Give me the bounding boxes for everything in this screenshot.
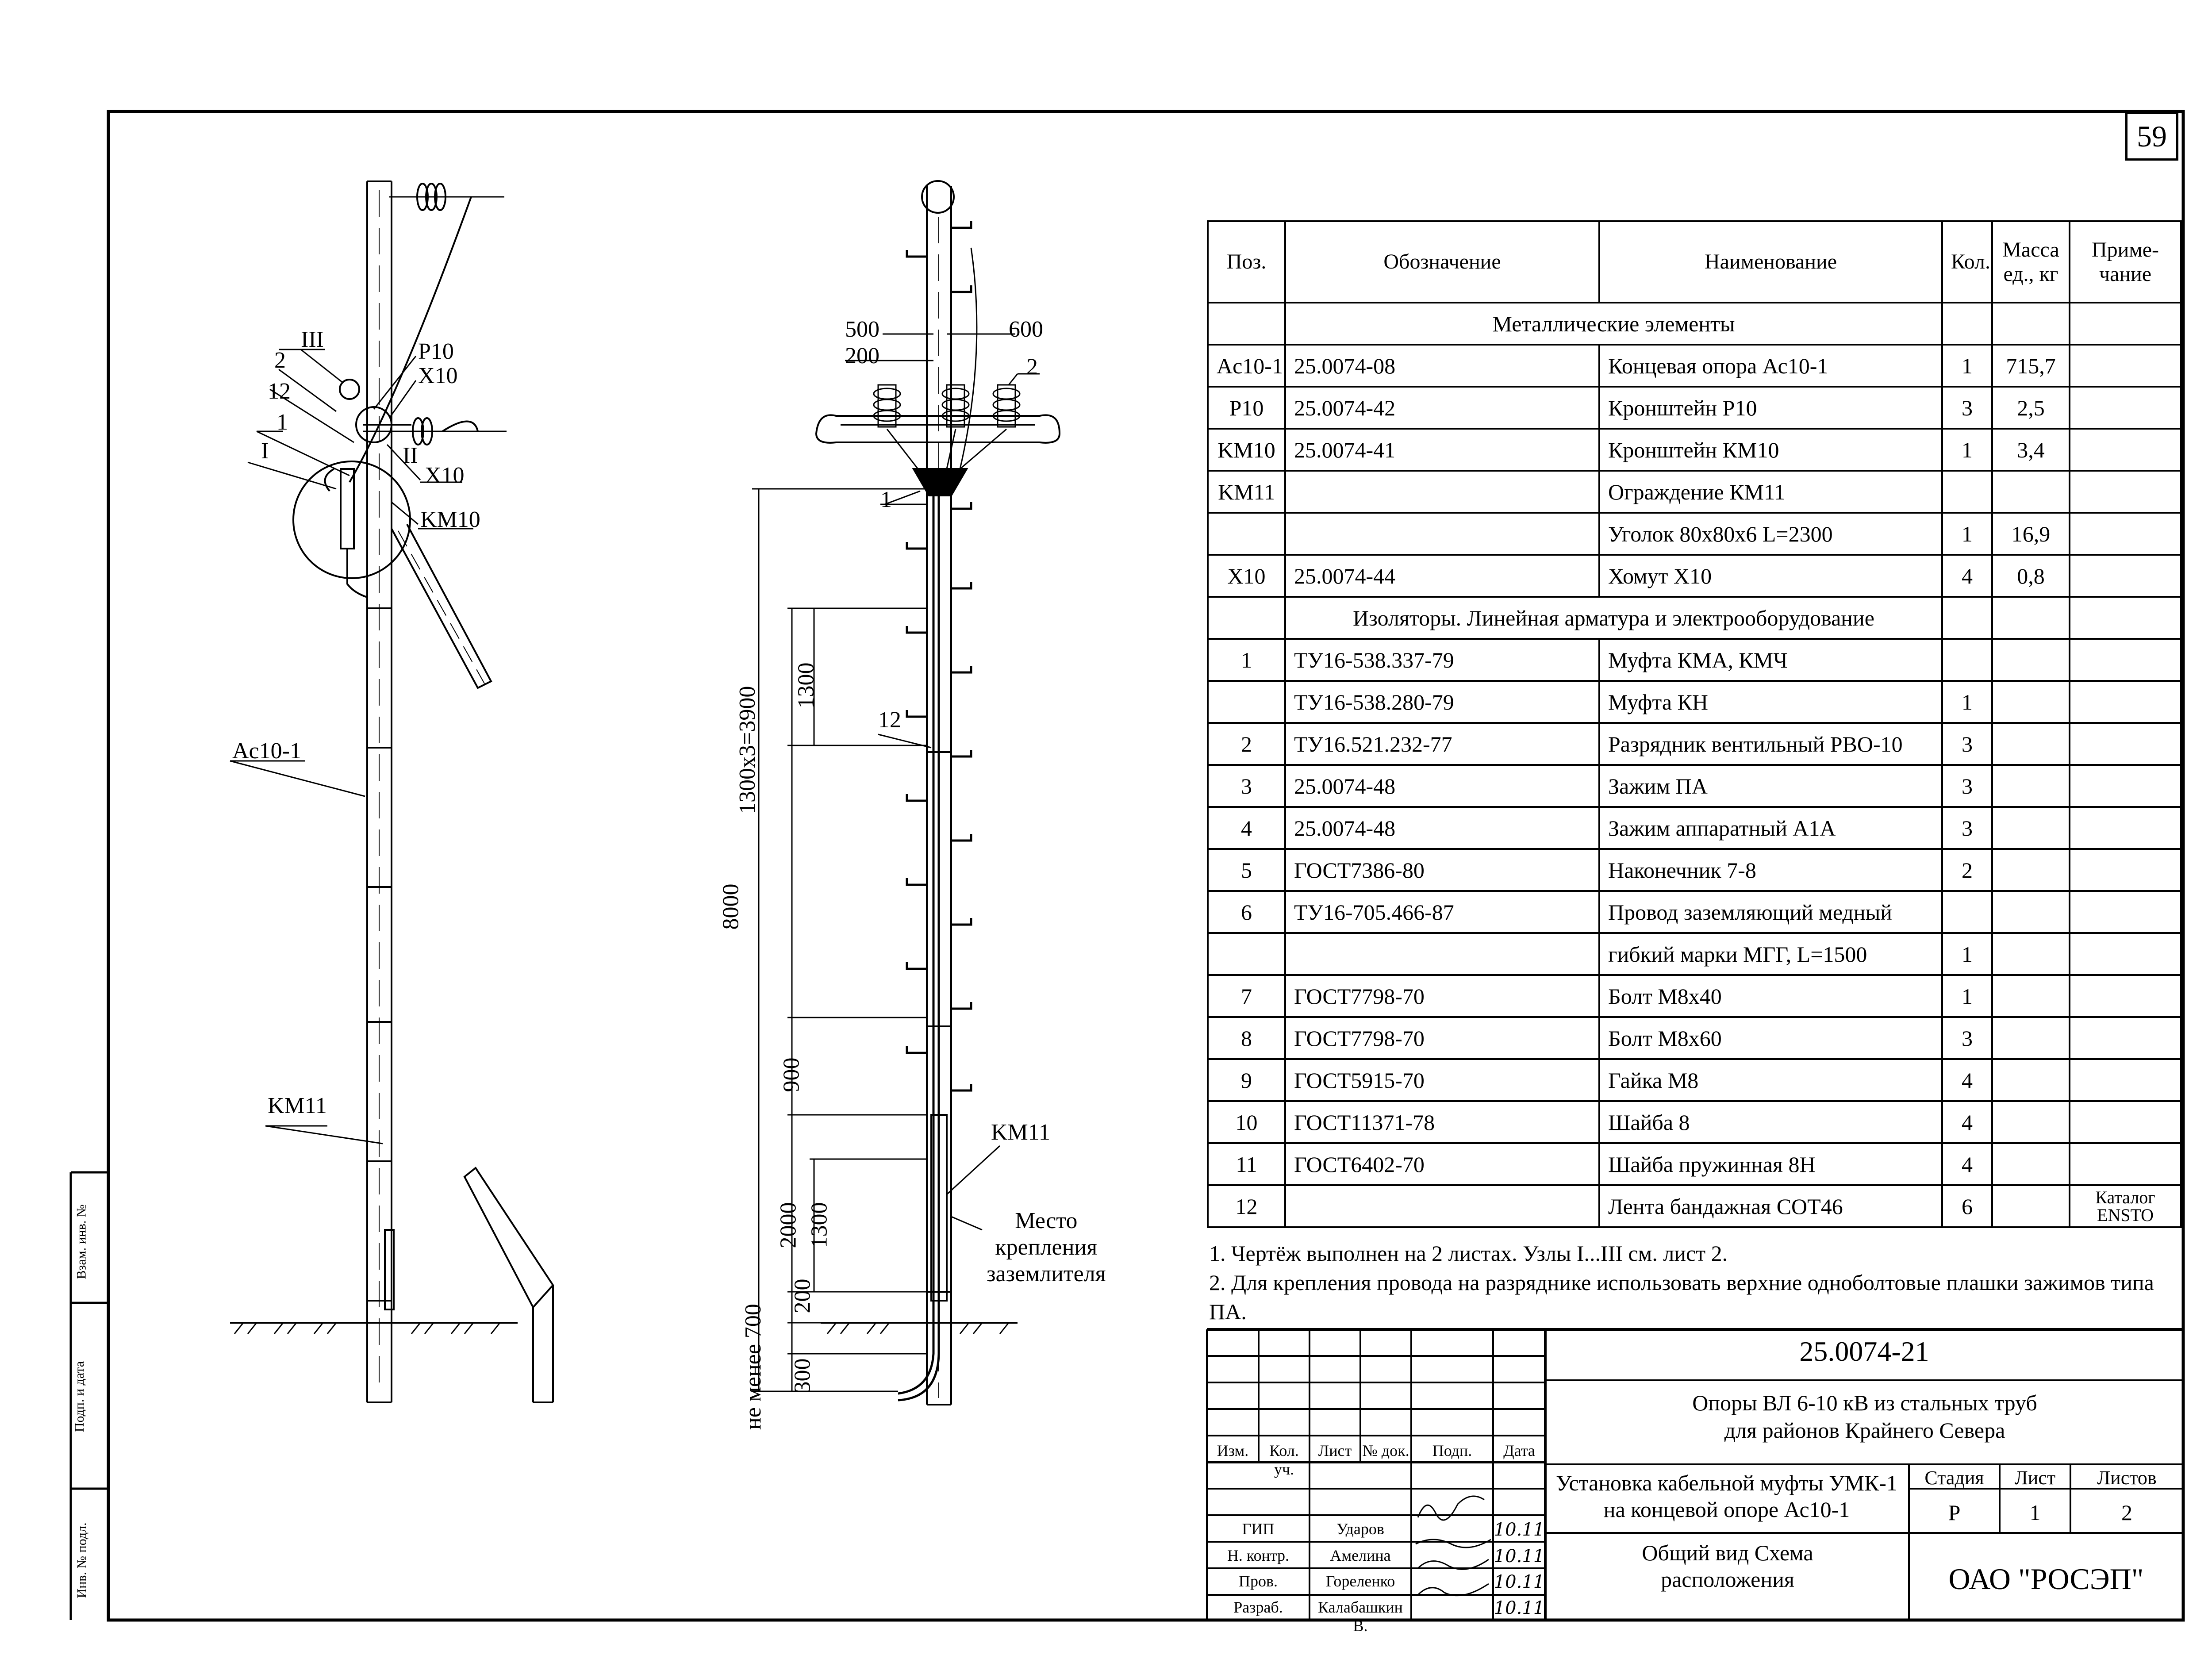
- table-row: [1208, 555, 2181, 597]
- cell-qty: 1: [1942, 513, 1992, 555]
- cell-note: [2070, 1101, 2181, 1143]
- col-date: Дата: [1503, 1442, 1535, 1459]
- cell-code: [1285, 1185, 1599, 1227]
- table-header: [1208, 221, 2181, 303]
- cell-qty: [1942, 471, 1992, 513]
- dim-8000: 8000: [718, 883, 744, 930]
- cell-qty: 3: [1942, 807, 1992, 849]
- note-1: 1. Чертёж выполнен на 2 листах. Узлы I...III см. лист 2.: [1209, 1241, 1728, 1266]
- cell-name: Провод заземляющий медный: [1599, 891, 1942, 933]
- cell-pos: [1208, 513, 1285, 555]
- label-pos-1-right: 1: [880, 487, 892, 512]
- cell-mass: 715,7: [1992, 345, 2070, 387]
- section-empty-cell: [2070, 597, 2181, 639]
- cell-note: [2070, 387, 2181, 429]
- header-name: Наименование: [1599, 221, 1942, 303]
- stage-label: Стадия: [1924, 1467, 1984, 1489]
- label-pos-1: 1: [276, 410, 288, 435]
- cell-name: Наконечник 7-8: [1599, 849, 1942, 891]
- table-row: [1208, 849, 2181, 891]
- cell-note: [2070, 975, 2181, 1017]
- cell-pos: 4: [1208, 807, 1285, 849]
- stamp-vzam-inv: Взам. инв. №: [74, 1204, 89, 1279]
- page-number: 59: [2125, 112, 2178, 161]
- specification-table: [1207, 220, 2182, 1228]
- cell-qty: [1942, 891, 1992, 933]
- table-row: [1208, 723, 2181, 765]
- cell-code: ГОСТ7386-80: [1285, 849, 1599, 891]
- section-empty-cell: [1992, 303, 2070, 345]
- cell-code: 25.0074-08: [1285, 345, 1599, 387]
- cell-mass: [1992, 765, 2070, 807]
- cell-mass: [1992, 681, 2070, 723]
- dim-300: 300: [790, 1358, 815, 1393]
- cell-qty: 4: [1942, 1143, 1992, 1185]
- table-row: [1208, 387, 2181, 429]
- cell-mass: 16,9: [1992, 513, 2070, 555]
- header-mass: Масса ед., кг: [1992, 221, 2070, 303]
- table-row: [1208, 513, 2181, 555]
- col-doc-no: № док.: [1362, 1442, 1409, 1459]
- label-p10: P10: [418, 339, 454, 364]
- table-row: [1208, 1059, 2181, 1101]
- cell-mass: [1992, 471, 2070, 513]
- label-km11-right: KM11: [991, 1120, 1050, 1145]
- label-ac10-1: Ac10-1: [232, 738, 301, 764]
- cell-mass: [1992, 1101, 2070, 1143]
- table-row: [1208, 765, 2181, 807]
- cell-mass: 2,5: [1992, 387, 2070, 429]
- dim-2000: 2000: [776, 1202, 801, 1248]
- cell-pos: 8: [1208, 1017, 1285, 1059]
- table-row: [1208, 1101, 2181, 1143]
- table-row: [1208, 429, 2181, 471]
- dim-min-700: не менее 700: [740, 1304, 766, 1430]
- table-row: [1208, 1017, 2181, 1059]
- cell-pos: 1: [1208, 639, 1285, 681]
- cell-note: [2070, 471, 2181, 513]
- cell-name: Шайба пружинная 8Н: [1599, 1143, 1942, 1185]
- cell-name: Болт М8х40: [1599, 975, 1942, 1017]
- cell-name: Зажим аппаратный А1А: [1599, 807, 1942, 849]
- cell-name: Ограждение КМ11: [1599, 471, 1942, 513]
- cell-qty: 1: [1942, 933, 1992, 975]
- cell-note: [2070, 1017, 2181, 1059]
- role-razrab: Разраб.: [1233, 1598, 1283, 1616]
- cell-note: [2070, 345, 2181, 387]
- cell-name: Кронштейн Р10: [1599, 387, 1942, 429]
- cell-pos: 2: [1208, 723, 1285, 765]
- table-row: [1208, 891, 2181, 933]
- cell-code: ГОСТ6402-70: [1285, 1143, 1599, 1185]
- cell-mass: [1992, 723, 2070, 765]
- sheets-label: Листов: [2097, 1467, 2157, 1489]
- cell-mass: [1992, 975, 2070, 1017]
- header-pos: Поз.: [1208, 221, 1285, 303]
- sheet-label: Лист: [2014, 1467, 2056, 1489]
- header-code: Обозначение: [1285, 221, 1599, 303]
- col-izm: Изм.: [1217, 1442, 1249, 1459]
- signatures: [1416, 1496, 1491, 1596]
- header-note: Приме- чание: [2070, 221, 2181, 303]
- cell-pos: 3: [1208, 765, 1285, 807]
- project-title: Опоры ВЛ 6-10 кВ из стальных труб для районов Крайнего Севера: [1692, 1390, 2037, 1443]
- cell-code: ТУ16-538.337-79: [1285, 639, 1599, 681]
- cell-name: Зажим ПА: [1599, 765, 1942, 807]
- company-name: ОАО "РОСЭП": [1948, 1562, 2144, 1596]
- cell-code: ТУ16-705.466-87: [1285, 891, 1599, 933]
- cell-name: Разрядник вентильный РВО-10: [1599, 723, 1942, 765]
- cell-pos: 10: [1208, 1101, 1285, 1143]
- cell-mass: [1992, 891, 2070, 933]
- cell-mass: [1992, 1185, 2070, 1227]
- table-row: [1208, 471, 2181, 513]
- table-row: [1208, 639, 2181, 681]
- cell-note: [2070, 513, 2181, 555]
- cell-name: Уголок 80х80х6 L=2300: [1599, 513, 1942, 555]
- name-razrab: Калабашкин В.: [1318, 1598, 1403, 1635]
- section-title: Изоляторы. Линейная арматура и электрооборудование: [1285, 597, 1942, 639]
- stamp-podp-data: Подп. и дата: [72, 1361, 87, 1432]
- dim-500: 500: [845, 317, 879, 342]
- date-n-kontr: 10.11: [1494, 1546, 1545, 1567]
- section-title: Металлические элементы: [1285, 303, 1942, 345]
- doc-code: 25.0074-21: [1799, 1336, 1929, 1367]
- label-x10-top: X10: [418, 363, 458, 388]
- cell-name: Болт М8х60: [1599, 1017, 1942, 1059]
- cell-qty: 3: [1942, 765, 1992, 807]
- cell-pos: 9: [1208, 1059, 1285, 1101]
- cell-mass: 0,8: [1992, 555, 2070, 597]
- section-empty-cell: [1942, 303, 1992, 345]
- cell-qty: 2: [1942, 849, 1992, 891]
- drawing-name: Общий вид Схема расположения: [1642, 1540, 1813, 1592]
- earth-note-line-2: крепления: [995, 1235, 1098, 1260]
- table-row: [1208, 807, 2181, 849]
- cell-qty: 1: [1942, 681, 1992, 723]
- cell-code: 25.0074-42: [1285, 387, 1599, 429]
- name-prov: Гореленко: [1325, 1572, 1395, 1590]
- dim-200-top: 200: [845, 343, 879, 369]
- cell-pos: [1208, 681, 1285, 723]
- stage-value: Р: [1948, 1500, 1961, 1525]
- cell-code: ТУ16.521.232-77: [1285, 723, 1599, 765]
- label-pos-12: 12: [268, 379, 291, 404]
- cell-qty: 1: [1942, 975, 1992, 1017]
- dim-1300x3: 1300x3=3900: [735, 686, 760, 814]
- col-list: Лист: [1318, 1442, 1352, 1459]
- section-row: [1208, 303, 2181, 345]
- cell-pos: Ac10-1: [1208, 345, 1285, 387]
- dim-900: 900: [779, 1057, 804, 1092]
- table-row: [1208, 975, 2181, 1017]
- cell-name: Лента бандажная СОТ46: [1599, 1185, 1942, 1227]
- label-x10: X10: [425, 463, 465, 488]
- cell-mass: [1992, 1059, 2070, 1101]
- cell-pos: 11: [1208, 1143, 1285, 1185]
- col-kol-uch: Кол. уч.: [1269, 1442, 1299, 1478]
- cell-note: [2070, 1143, 2181, 1185]
- section-pos-cell: [1208, 597, 1285, 639]
- cell-mass: 3,4: [1992, 429, 2070, 471]
- cell-code: 25.0074-48: [1285, 807, 1599, 849]
- dim-200-bottom: 200: [790, 1279, 815, 1313]
- label-km10: KM10: [420, 507, 480, 532]
- cell-note: [2070, 1059, 2181, 1101]
- cell-name: гибкий марки МГГ, L=1500: [1599, 933, 1942, 975]
- left-pole: [230, 181, 518, 1402]
- cell-name: Концевая опора Ас10-1: [1599, 345, 1942, 387]
- cell-pos: 12: [1208, 1185, 1285, 1227]
- cell-code: ГОСТ7798-70: [1285, 1017, 1599, 1059]
- cell-pos: P10: [1208, 387, 1285, 429]
- name-n-kontr: Амелина: [1330, 1547, 1391, 1564]
- cell-qty: 1: [1942, 345, 1992, 387]
- cell-name: Хомут Х10: [1599, 555, 1942, 597]
- cell-code: ТУ16-538.280-79: [1285, 681, 1599, 723]
- cell-note: [2070, 765, 2181, 807]
- cell-name: Муфта КМА, КМЧ: [1599, 639, 1942, 681]
- cell-code: 25.0074-48: [1285, 765, 1599, 807]
- cell-pos: KM10: [1208, 429, 1285, 471]
- cell-mass: [1992, 639, 2070, 681]
- table-row: [1208, 1143, 2181, 1185]
- role-n-kontr: Н. контр.: [1227, 1547, 1290, 1564]
- section-empty-cell: [1942, 597, 1992, 639]
- table-row: [1208, 1185, 2181, 1227]
- label-node-i: I: [261, 438, 269, 464]
- label-km11-left: KM11: [268, 1093, 327, 1118]
- cell-note: [2070, 807, 2181, 849]
- name-gip: Ударов: [1336, 1520, 1384, 1538]
- earth-note: [987, 1208, 1106, 1287]
- date-gip: 10.11: [1494, 1520, 1545, 1540]
- cell-name: Кронштейн КМ10: [1599, 429, 1942, 471]
- cell-name: Гайка М8: [1599, 1059, 1942, 1101]
- earth-note-line-1: Место: [1015, 1208, 1078, 1233]
- stamp-inv-podl: Инв. № подл.: [74, 1522, 89, 1598]
- table-row: [1208, 681, 2181, 723]
- cell-mass: [1992, 1017, 2070, 1059]
- date-prov: 10.11: [1494, 1572, 1545, 1592]
- cell-name: Муфта КН: [1599, 681, 1942, 723]
- section-pos-cell: [1208, 303, 1285, 345]
- label-pos-2-right: 2: [1026, 354, 1038, 380]
- note-2: 2. Для крепления провода на разряднике использовать верхние одноболтовые плашки зажимов типа ПА.: [1209, 1270, 2154, 1324]
- cell-note: [2070, 849, 2181, 891]
- label-pos-12-right: 12: [878, 707, 901, 733]
- cell-qty: 3: [1942, 1017, 1992, 1059]
- role-prov: Пров.: [1239, 1572, 1278, 1590]
- cell-name: Шайба 8: [1599, 1101, 1942, 1143]
- cell-pos: [1208, 933, 1285, 975]
- cell-pos: 6: [1208, 891, 1285, 933]
- cell-note: [2070, 723, 2181, 765]
- drawing-notes: [1209, 1239, 2182, 1326]
- cell-code: ГОСТ7798-70: [1285, 975, 1599, 1017]
- cell-qty: 6: [1942, 1185, 1992, 1227]
- cell-qty: 4: [1942, 1101, 1992, 1143]
- cell-code: [1285, 471, 1599, 513]
- cell-pos: X10: [1208, 555, 1285, 597]
- col-sign: Подп.: [1432, 1442, 1472, 1459]
- cell-mass: [1992, 807, 2070, 849]
- label-node-iii: III: [301, 327, 324, 352]
- cell-code: [1285, 933, 1599, 975]
- section-empty-cell: [2070, 303, 2181, 345]
- cell-qty: [1942, 639, 1992, 681]
- cell-note: [2070, 639, 2181, 681]
- cell-mass: [1992, 933, 2070, 975]
- role-gip: ГИП: [1242, 1520, 1275, 1538]
- cell-qty: 4: [1942, 555, 1992, 597]
- cell-note: [2070, 891, 2181, 933]
- dim-600: 600: [1009, 317, 1043, 342]
- cell-note: [2070, 933, 2181, 975]
- date-razrab: 10.11: [1494, 1598, 1545, 1618]
- header-qty: Кол.: [1942, 221, 1992, 303]
- cell-pos: KM11: [1208, 471, 1285, 513]
- label-pos-2: 2: [274, 348, 286, 373]
- cell-note: [2070, 429, 2181, 471]
- section-empty-cell: [1992, 597, 2070, 639]
- cell-mass: [1992, 1143, 2070, 1185]
- cell-pos: 5: [1208, 849, 1285, 891]
- sheets-value: 2: [2121, 1500, 2132, 1525]
- label-node-ii: II: [403, 443, 418, 468]
- cell-code: 25.0074-44: [1285, 555, 1599, 597]
- cell-qty: 3: [1942, 387, 1992, 429]
- cell-code: ГОСТ11371-78: [1285, 1101, 1599, 1143]
- dim-1300-bottom: 1300: [806, 1202, 832, 1248]
- table-row: [1208, 933, 2181, 975]
- cell-note: [2070, 681, 2181, 723]
- sheet-title: Установка кабельной муфты УМК-1 на концевой опоре Ас10-1: [1556, 1471, 1897, 1522]
- cell-qty: 1: [1942, 429, 1992, 471]
- cell-code: 25.0074-41: [1285, 429, 1599, 471]
- sheet-value: 1: [2029, 1500, 2041, 1525]
- cell-qty: 3: [1942, 723, 1992, 765]
- section-row: [1208, 597, 2181, 639]
- cell-pos: 7: [1208, 975, 1285, 1017]
- dim-1300-top: 1300: [793, 662, 819, 709]
- cell-note: [2070, 555, 2181, 597]
- cell-code: [1285, 513, 1599, 555]
- cell-mass: [1992, 849, 2070, 891]
- cell-note: Каталог ENSTO: [2070, 1185, 2181, 1227]
- earth-note-line-3: заземлителя: [987, 1261, 1106, 1286]
- angle-detail: [465, 1168, 553, 1402]
- table-row: [1208, 345, 2181, 387]
- cell-qty: 4: [1942, 1059, 1992, 1101]
- cell-code: ГОСТ5915-70: [1285, 1059, 1599, 1101]
